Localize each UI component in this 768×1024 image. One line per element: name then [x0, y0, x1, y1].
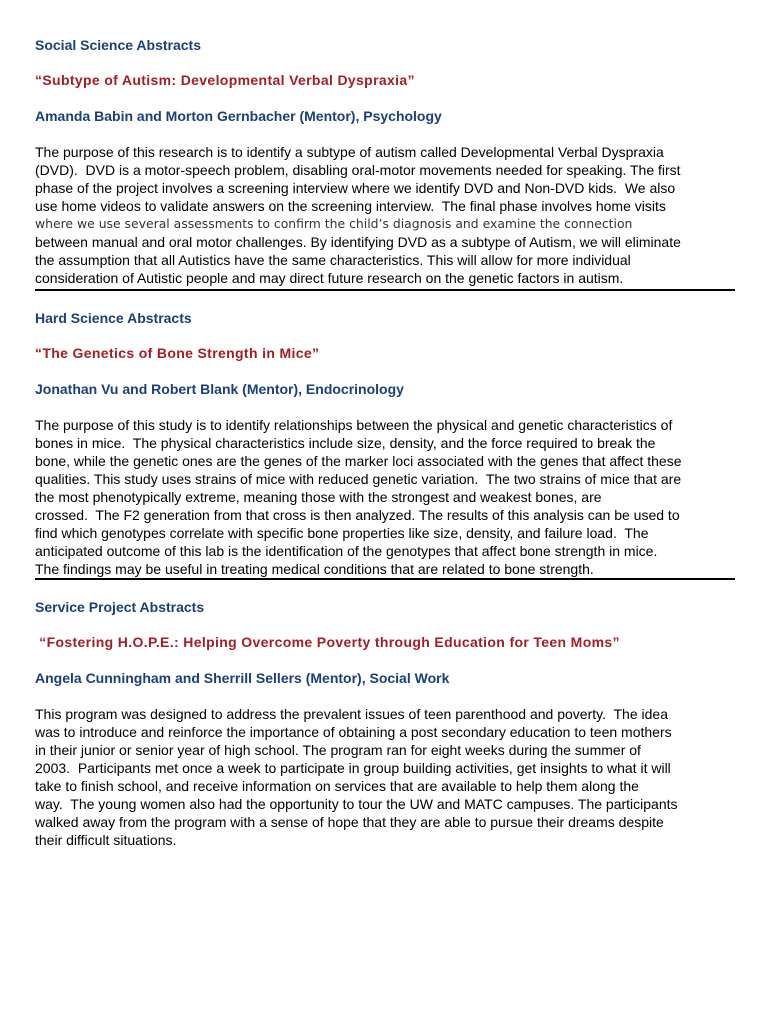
section-heading: Hard Science Abstracts — [35, 310, 192, 326]
abstract-title: “Subtype of Autism: Developmental Verbal Dyspraxia” — [35, 72, 415, 88]
abstract-line: The findings may be useful in treating medical conditions that are related to bone strength. — [35, 561, 594, 577]
hard-science-section — [35, 309, 747, 578]
abstract-line: use home videos to validate answers on the screening interview. The final phase involves home visits — [35, 198, 666, 214]
section-heading: Service Project Abstracts — [35, 599, 205, 615]
abstract-line: bones in mice. The physical characteristics include size, density, and the force required to break the — [35, 435, 656, 451]
abstract-line: in their junior or senior year of high school. The program ran for eight weeks during the summer of — [35, 742, 641, 758]
abstract-line: consideration of Autistic people and may direct future research on the genetic factors in autism. — [35, 270, 624, 286]
abstract-line: (DVD). DVD is a motor-speech problem, disabling oral-motor movements needed for speaking. The first — [35, 162, 681, 178]
abstract-line: between manual and oral motor challenges. By identifying DVD as a subtype of Autism, we will eliminate — [35, 234, 681, 250]
abstract-line: 2003. Participants met once a week to participate in group building activities, get insights to what it will — [35, 760, 671, 776]
abstract-line: take to finish school, and receive information on services that are available to help them along the — [35, 778, 639, 794]
abstract-line: The purpose of this study is to identify relationships between the physical and genetic characteristics of — [35, 417, 673, 433]
social-science-section — [35, 36, 747, 287]
abstract-body — [35, 705, 747, 849]
section-divider — [35, 578, 735, 580]
abstract-line: crossed. The F2 generation from that cross is then analyzed. The results of this analysis can be used to — [35, 507, 680, 523]
section-heading: Social Science Abstracts — [35, 37, 202, 53]
abstract-line: anticipated outcome of this lab is the identification of the genotypes that affect bone strength in mice. — [35, 543, 658, 559]
abstract-line: their difficult situations. — [35, 832, 177, 848]
abstract-line: bone, while the genetic ones are the genes of the marker loci associated with the genes that affect these — [35, 453, 682, 469]
abstract-authors: Jonathan Vu and Robert Blank (Mentor), Endocrinology — [35, 381, 404, 397]
abstract-line: the most phenotypically extreme, meaning those with the strongest and weakest bones, are — [35, 489, 602, 505]
abstract-title: “Fostering H.O.P.E.: Helping Overcome Poverty through Education for Teen Moms” — [35, 634, 620, 650]
abstract-line: where we use several assessments to confirm the child’s diagnosis and examine the connection — [35, 216, 633, 231]
abstract-line: was to introduce and reinforce the importance of obtaining a post secondary education to teen mothers — [35, 724, 672, 740]
service-project-section — [35, 598, 747, 849]
abstract-line: The purpose of this research is to identify a subtype of autism called Developmental Verbal Dyspraxia — [35, 144, 664, 160]
abstract-line: find which genotypes correlate with specific bone properties like size, density, and failure load. The — [35, 525, 649, 541]
abstract-authors: Amanda Babin and Morton Gernbacher (Mentor), Psychology — [35, 108, 442, 124]
abstract-line: This program was designed to address the prevalent issues of teen parenthood and poverty. The idea — [35, 706, 668, 722]
section-divider — [35, 289, 735, 291]
abstract-body — [35, 416, 747, 578]
abstract-line: the assumption that all Autistics have the same characteristics. This will allow for more individual — [35, 252, 631, 268]
abstract-body — [35, 143, 747, 287]
abstract-line: qualities. This study uses strains of mice with reduced genetic variation. The two strains of mice that are — [35, 471, 682, 487]
abstract-line: way. The young women also had the opportunity to tour the UW and MATC campuses. The participants — [35, 796, 678, 812]
abstract-title: “The Genetics of Bone Strength in Mice” — [35, 345, 320, 361]
abstract-line: phase of the project involves a screening interview where we identify DVD and Non-DVD kids. We also — [35, 180, 676, 196]
abstract-line: walked away from the program with a sense of hope that they are able to pursue their dreams despite — [35, 814, 664, 830]
abstract-authors: Angela Cunningham and Sherrill Sellers (Mentor), Social Work — [35, 670, 450, 686]
